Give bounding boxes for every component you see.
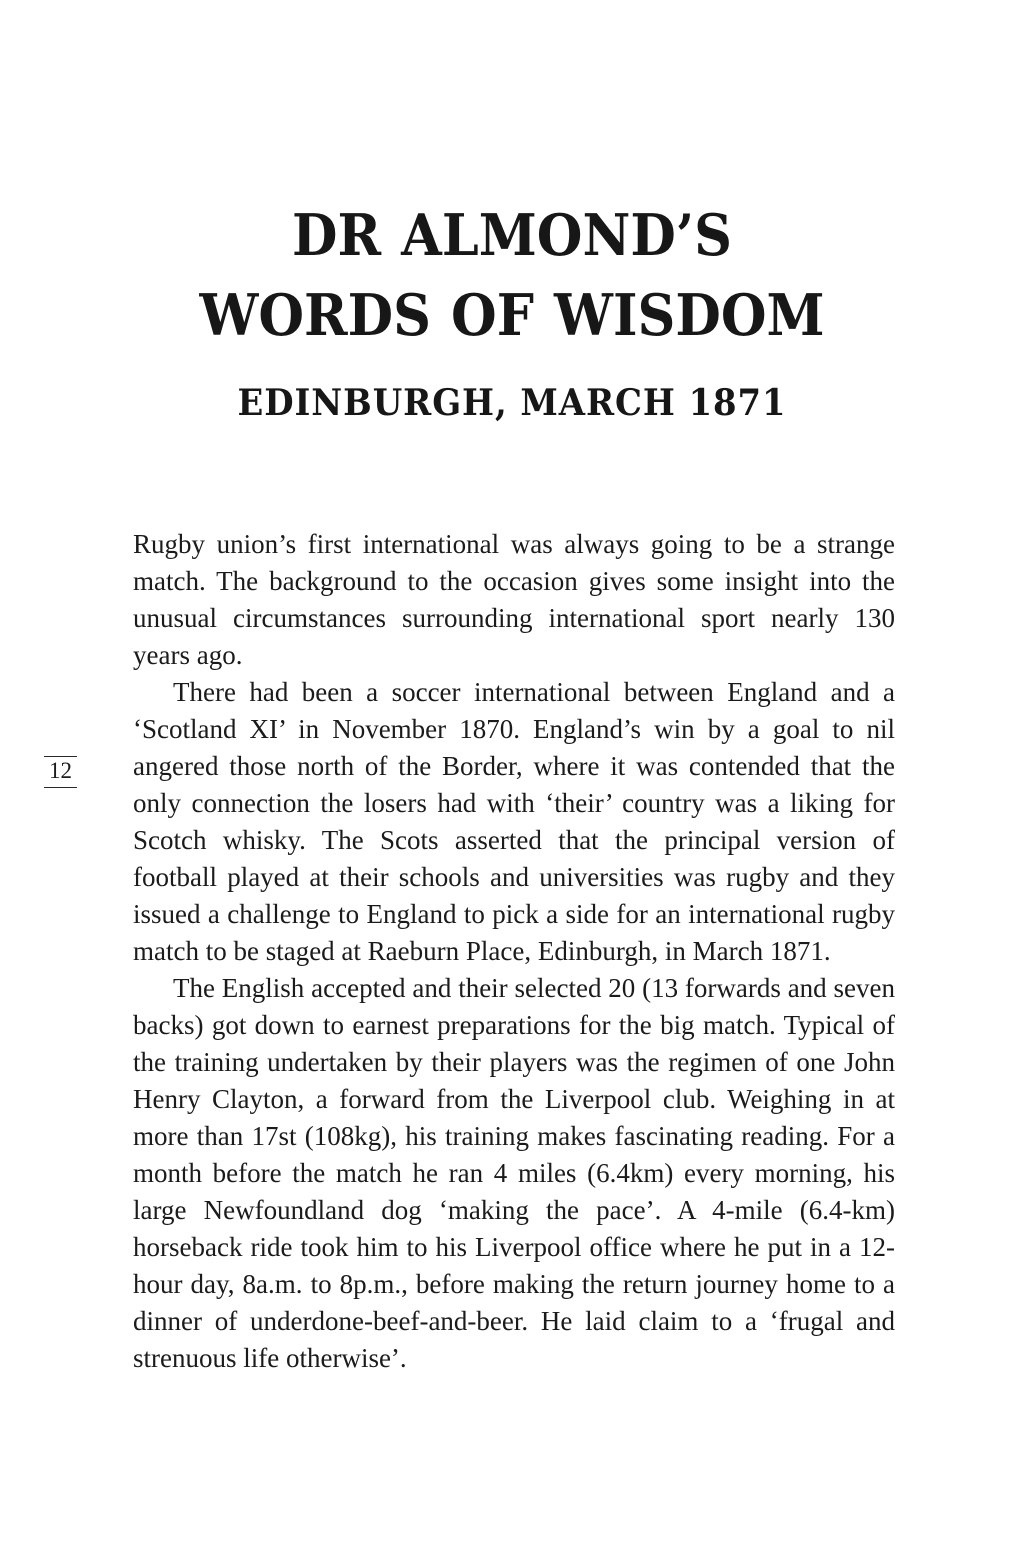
paragraph-3: The English accepted and their selected 20 (13 forwards and seven backs) got down to earnest preparations for the big match. Typical of the training undertaken by their players was the regimen of one John Henry Clayton, a forward from the Liverpool club. Weighing in at more than 17st (108kg), his training makes fascinating reading. For a month before the match he ran 4 miles (6.4km) every morning, his large Newfoundland dog ‘making the pace’. A 4-mile (6.4-km) horseback ride took him to his Liverpool office where he put in a 12-hour day, 8a.m. to 8p.m., before making the return journey home to a dinner of underdone-beef-and-beer. He laid claim to a ‘frugal and strenuous life otherwise’. <box>133 973 895 1373</box>
page-number: 12 <box>44 756 77 788</box>
paragraph-2: There had been a soccer international between England and a ‘Scotland XI’ in November 1870. England’s win by a goal to nil angered those north of the Border, where it was contended that the only connection the losers had with ‘their’ country was a liking for Scotch whisky. The Scots asserted that the principal version of football played at their schools and universities was rugby and they issued a challenge to England to pick a side for an international rugby match to be staged at Raeburn Place, Edinburgh, in March 1871. <box>133 677 895 966</box>
body-text-column <box>133 526 895 1377</box>
chapter-subtitle: EDINBURGH, MARCH 1871 <box>237 382 787 424</box>
paragraph-1: Rugby union’s first international was always going to be a strange match. The background to the occasion gives some insight into the unusual circumstances surrounding international sport nearly 130 years ago. <box>133 529 895 670</box>
chapter-title-line-1: DR ALMOND’S <box>292 202 732 269</box>
chapter-title-line-2: WORDS OF WISDOM <box>199 282 825 349</box>
chapter-title-block <box>0 196 1024 424</box>
